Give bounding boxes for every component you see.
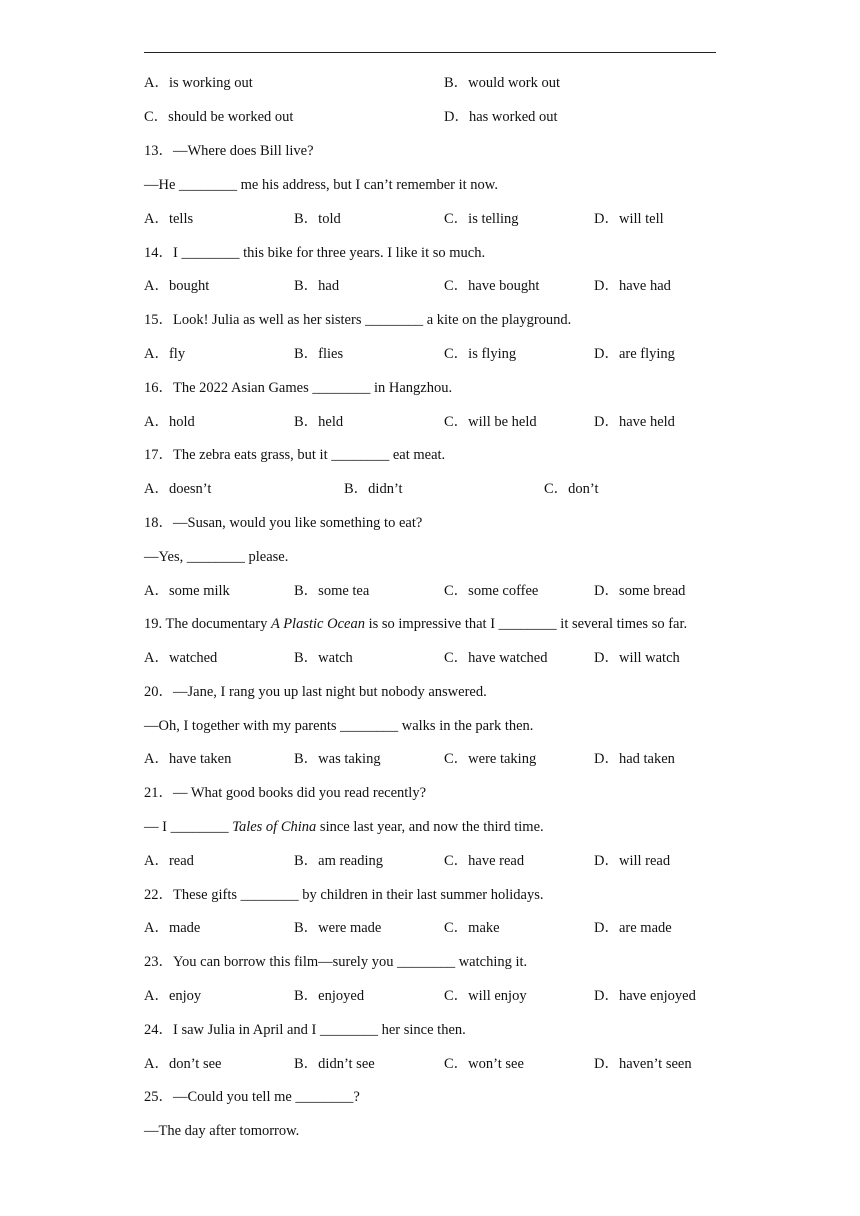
q15-option-c[interactable]: C．is flying <box>444 346 517 362</box>
q23-option-a[interactable]: A．enjoy <box>144 988 202 1004</box>
q12-option-b[interactable]: B．would work out <box>444 75 560 91</box>
q21-option-c[interactable]: C．have read <box>444 853 525 869</box>
q15-stem: 15．Look! Julia as well as her sisters ________ a kite on the playground. <box>144 312 572 328</box>
q21-stem: 21．— What good books did you read recently? <box>144 785 427 801</box>
q18-option-a[interactable]: A．some milk <box>144 583 230 599</box>
q17-option-c[interactable]: C．don’t <box>544 481 599 497</box>
q17-option-a[interactable]: A．doesn’t <box>144 481 212 497</box>
q15-option-b[interactable]: B．flies <box>294 346 344 362</box>
q19-stem-pre: 19. The documentary <box>144 616 271 632</box>
q20-option-b[interactable]: B．was taking <box>294 751 381 767</box>
q24-option-d[interactable]: D．haven’t seen <box>594 1056 692 1072</box>
q21-option-d[interactable]: D．will read <box>594 853 671 869</box>
q21-book-title: Tales of China <box>232 819 317 835</box>
q13-option-b[interactable]: B．told <box>294 211 341 227</box>
q18-option-d[interactable]: D．some bread <box>594 583 686 599</box>
q17-option-b[interactable]: B．didn’t <box>344 481 403 497</box>
q14-option-b[interactable]: B．had <box>294 278 340 294</box>
q14-option-a[interactable]: A．bought <box>144 278 210 294</box>
q12-option-c[interactable]: C．should be worked out <box>144 109 294 125</box>
q19-option-a[interactable]: A．watched <box>144 650 218 666</box>
q21-option-b[interactable]: B．am reading <box>294 853 383 869</box>
q23-stem: 23．You can borrow this film—surely you ________ watching it. <box>144 954 528 970</box>
q25-stem: 25．—Could you tell me ________? <box>144 1089 360 1105</box>
q23-option-b[interactable]: B．enjoyed <box>294 988 365 1004</box>
q23-option-d[interactable]: D．have enjoyed <box>594 988 696 1004</box>
q22-option-c[interactable]: C．make <box>444 920 500 936</box>
q13-reply: —He ________ me his address, but I can’t remember it now. <box>144 177 498 193</box>
q19-option-d[interactable]: D．will watch <box>594 650 680 666</box>
q24-option-a[interactable]: A．don’t see <box>144 1056 222 1072</box>
q21-reply-post: since last year, and now the third time. <box>316 819 544 835</box>
q20-option-a[interactable]: A．have taken <box>144 751 232 767</box>
q18-option-c[interactable]: C．some coffee <box>444 583 539 599</box>
q22-stem: 22．These gifts ________ by children in their last summer holidays. <box>144 887 544 903</box>
q21-reply <box>144 818 544 836</box>
q20-option-d[interactable]: D．had taken <box>594 751 675 767</box>
q12-option-d[interactable]: D．has worked out <box>444 109 558 125</box>
q14-stem: 14．I ________ this bike for three years. I like it so much. <box>144 245 486 261</box>
q21-reply-pre: — I ________ <box>144 819 233 835</box>
q16-option-a[interactable]: A．hold <box>144 414 195 430</box>
header-rule <box>144 52 716 53</box>
q23-option-c[interactable]: C．will enjoy <box>444 988 527 1004</box>
q17-stem: 17．The zebra eats grass, but it ________ eat meat. <box>144 447 446 463</box>
q18-reply: —Yes, ________ please. <box>144 549 289 565</box>
q19-stem-post: is so impressive that I ________ it several times so far. <box>364 616 688 632</box>
q15-option-d[interactable]: D．are flying <box>594 346 675 362</box>
q20-option-c[interactable]: C．were taking <box>444 751 537 767</box>
q24-option-b[interactable]: B．didn’t see <box>294 1056 375 1072</box>
q18-option-b[interactable]: B．some tea <box>294 583 370 599</box>
q19-option-b[interactable]: B．watch <box>294 650 353 666</box>
q22-option-b[interactable]: B．were made <box>294 920 382 936</box>
q18-stem: 18．—Susan, would you like something to eat? <box>144 515 423 531</box>
q16-option-d[interactable]: D．have held <box>594 414 675 430</box>
q22-option-d[interactable]: D．are made <box>594 920 672 936</box>
q14-option-d[interactable]: D．have had <box>594 278 671 294</box>
q16-stem: 16．The 2022 Asian Games ________ in Hangzhou. <box>144 380 453 396</box>
q19-film-title: A Plastic Ocean <box>270 616 365 632</box>
q25-reply: —The day after tomorrow. <box>144 1123 300 1139</box>
q22-option-a[interactable]: A．made <box>144 920 201 936</box>
q15-option-a[interactable]: A．fly <box>144 346 186 362</box>
q20-reply: —Oh, I together with my parents ________ walks in the park then. <box>144 718 534 734</box>
q16-option-b[interactable]: B．held <box>294 414 344 430</box>
q13-option-c[interactable]: C．is telling <box>444 211 519 227</box>
q24-stem: 24．I saw Julia in April and I ________ her since then. <box>144 1022 466 1038</box>
q14-option-c[interactable]: C．have bought <box>444 278 540 294</box>
q13-option-a[interactable]: A．tells <box>144 211 194 227</box>
q12-option-a[interactable]: A．is working out <box>144 75 253 91</box>
q19-stem <box>144 615 687 633</box>
q16-option-c[interactable]: C．will be held <box>444 414 537 430</box>
q13-stem: 13．—Where does Bill live? <box>144 143 314 159</box>
q19-option-c[interactable]: C．have watched <box>444 650 548 666</box>
q24-option-c[interactable]: C．won’t see <box>444 1056 524 1072</box>
q13-option-d[interactable]: D．will tell <box>594 211 664 227</box>
q20-stem: 20．—Jane, I rang you up last night but nobody answered. <box>144 684 487 700</box>
q21-option-a[interactable]: A．read <box>144 853 194 869</box>
